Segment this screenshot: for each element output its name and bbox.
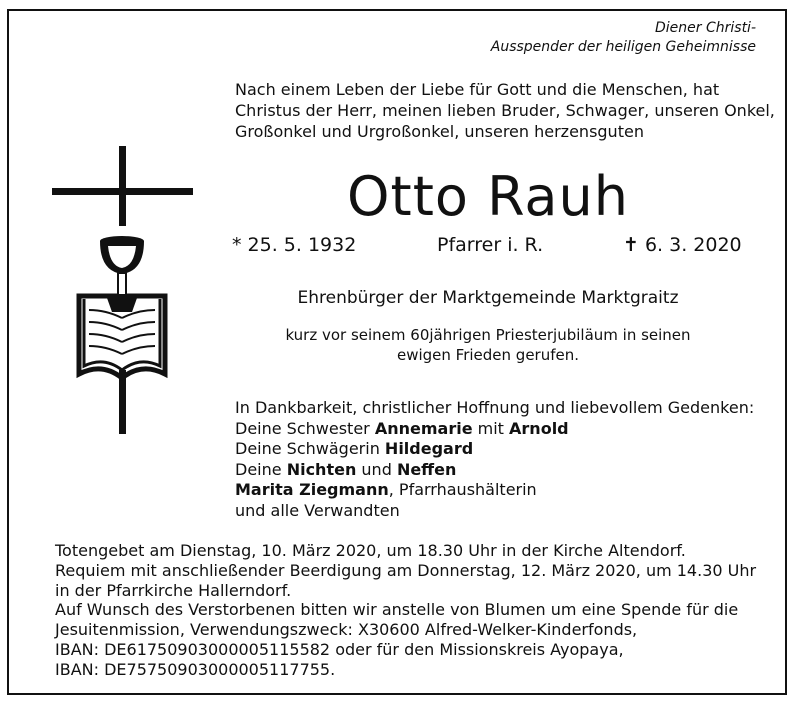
nephews-name: Neffen <box>396 459 457 479</box>
honor-title: Ehrenbürger der Marktgemeinde Marktgraitz <box>297 288 679 308</box>
nieces-prefix: Deine <box>235 459 287 479</box>
sister-name: Annemarie <box>374 418 473 438</box>
sister-in-law-prefix: Deine Schwägerin <box>235 439 385 458</box>
mourner-nieces-nephews <box>235 460 754 481</box>
intro-text <box>235 79 775 142</box>
service-line-4: Auf Wunsch des Verstorbenen bitten wir anstelle von Blumen um eine Spende für die <box>55 600 739 620</box>
mourner-sister-in-law <box>235 439 754 460</box>
deceased-name: Otto Rauh <box>347 165 629 228</box>
sister-prefix: Deine Schwester <box>235 418 375 438</box>
nieces-mid: und <box>356 459 397 479</box>
mourner-housekeeper <box>235 480 754 501</box>
intro-line-3: Großonkel und Urgroßonkel, unseren herzensguten <box>235 122 644 141</box>
intro-line-2: Christus der Herr, meinen lieben Bruder, Schwager, unseren Onkel, <box>235 101 775 120</box>
cross-chalice-book-icon <box>52 146 194 436</box>
mourners-closing: und alle Verwandten <box>235 500 400 520</box>
death-note-line-1: kurz vor seinem 60jährigen Priesterjubiläum in seinen <box>285 326 691 344</box>
mourners-intro: In Dankbarkeit, christlicher Hoffnung und liebevollem Gedenken: <box>235 398 755 417</box>
clerical-title: Pfarrer i. R. <box>437 234 544 256</box>
service-line-6: IBAN: DE61750903000005115582 oder für den Missionskreis Ayopaya, <box>55 639 624 659</box>
service-line-3: in der Pfarrkirche Hallerndorf. <box>55 580 292 600</box>
motto-line-1: Diener Christi- <box>655 20 756 36</box>
service-line-7: IBAN: DE75750903000005117755. <box>55 659 336 679</box>
mourners-list <box>235 398 754 521</box>
housekeeper-suffix: , Pfarrhaushälterin <box>388 480 537 499</box>
housekeeper-name: Marita Ziegmann <box>235 480 389 499</box>
intro-line-1: Nach einem Leben der Liebe für Gott und die Menschen, hat <box>235 80 720 99</box>
service-line-2: Requiem mit anschließender Beerdigung am Donnerstag, 12. März 2020, um 14.30 Uhr <box>55 560 757 580</box>
mourner-sister <box>235 419 754 440</box>
nieces-name: Nichten <box>286 459 357 479</box>
service-info <box>55 541 756 680</box>
service-line-1: Totengebet am Dienstag, 10. März 2020, um 18.30 Uhr in der Kirche Altendorf. <box>55 541 686 560</box>
service-line-5: Jesuitenmission, Verwendungszweck: X30600 Alfred-Welker-Kinderfonds, <box>55 620 638 640</box>
motto <box>491 19 756 57</box>
sister-partner: Arnold <box>509 418 569 438</box>
sister-in-law-name: Hildegard <box>384 439 474 458</box>
motto-line-2: Ausspender der heiligen Geheimnisse <box>490 39 756 55</box>
death-note-line-2: ewigen Frieden gerufen. <box>396 346 580 364</box>
birth-date: * 25. 5. 1932 <box>232 234 357 256</box>
sister-mid: mit <box>472 418 510 438</box>
death-note <box>232 325 744 365</box>
death-date: ✝ 6. 3. 2020 <box>623 234 742 256</box>
